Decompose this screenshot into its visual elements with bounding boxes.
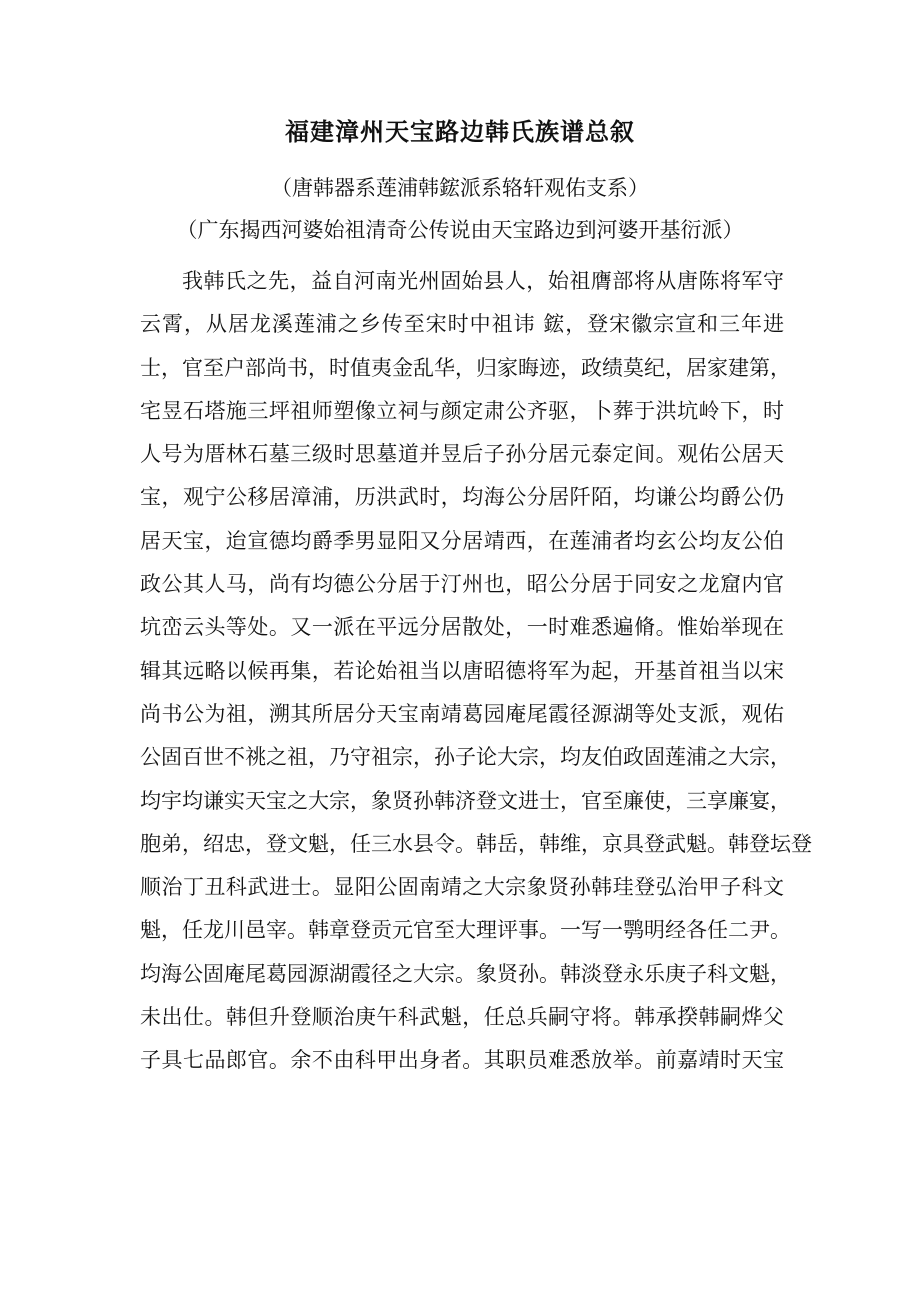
body-line: 居天宝，迨宣德均爵季男显阳又分居靖西，在莲浦者均玄公均友公伯 (140, 528, 784, 553)
document-title: 福建漳州天宝路边韩氏族谱总叙 (285, 117, 635, 146)
body-line: 公固百世不祧之祖，乃守祖宗，孙子论大宗，均友伯政固莲浦之大宗， (140, 745, 791, 770)
body-line: 宝，观宁公移居漳浦，历洪武时，均海公分居阡陌，均谦公均爵公仍 (140, 485, 784, 510)
body-line: 人号为厝林石墓三级时思墓道并昱后子孙分居元泰定间。观佑公居天 (140, 442, 784, 467)
body-paragraph (140, 260, 812, 1083)
document-subtitle-branch: （广东揭西河婆始祖清奇公传说由天宝路边到河婆开基衍派） (176, 218, 744, 242)
body-line: 顺治丁丑科武进士。显阳公固南靖之大宗象贤孙韩珪登弘治甲子科文 (140, 875, 784, 900)
body-line: 未出仕。韩但升登顺治庚午科武魁，任总兵嗣守将。韩承揆韩嗣烨父 (140, 1005, 784, 1030)
body-line: 我韩氏之先，益自河南光州固始县人，始祖膺部将从唐陈将军守 (182, 269, 784, 293)
body-line: 尚书公为祖，溯其所居分天宝南靖葛园庵尾霞径源湖等处支派，观佑 (140, 701, 784, 726)
body-line: 胞弟，绍忠，登文魁，任三水县令。韩岳，韩维，京具登武魁。韩登坛登 (140, 831, 812, 856)
document-subtitle-lineage: （唐韩器系莲浦韩鋐派系辂轩观佑支系） (271, 176, 649, 200)
body-line: 云霄，从居龙溪莲浦之乡传至宋时中祖讳 鋐，登宋徽宗宣和三年进 (140, 312, 784, 337)
body-line: 均宇均谦实天宝之大宗，象贤孙韩济登文进士，官至廉使，三享廉宴， (140, 788, 791, 813)
body-line: 士，官至户部尚书，时值夷金乱华，归家晦迹，政绩莫纪，居家建第， (140, 355, 791, 380)
body-line: 政公其人马，尚有均德公分居于汀州也，昭公分居于同安之龙窟内官 (140, 572, 784, 597)
body-line: 子具七品郎官。余不由科甲出身者。其职员难悉放举。前嘉靖时天宝 (140, 1048, 784, 1073)
body-line: 宅昱石塔施三坪祖师塑像立祠与颜定肃公齐驱，卜葬于洪坑岭下，时 (140, 398, 784, 423)
body-line: 辑其远略以候再集，若论始祖当以唐昭德将军为起，开基首祖当以宋 (140, 658, 784, 683)
body-line: 魁，任龙川邑宰。韩章登贡元官至大理评事。一写一鹗明经各任二尹。 (140, 918, 791, 943)
body-line: 均海公固庵尾葛园源湖霞径之大宗。象贤孙。韩淡登永乐庚子科文魁， (140, 961, 791, 986)
body-line: 坑峦云头等处。又一派在平远分居散处，一时难悉遍脩。惟始举现在 (140, 615, 784, 640)
